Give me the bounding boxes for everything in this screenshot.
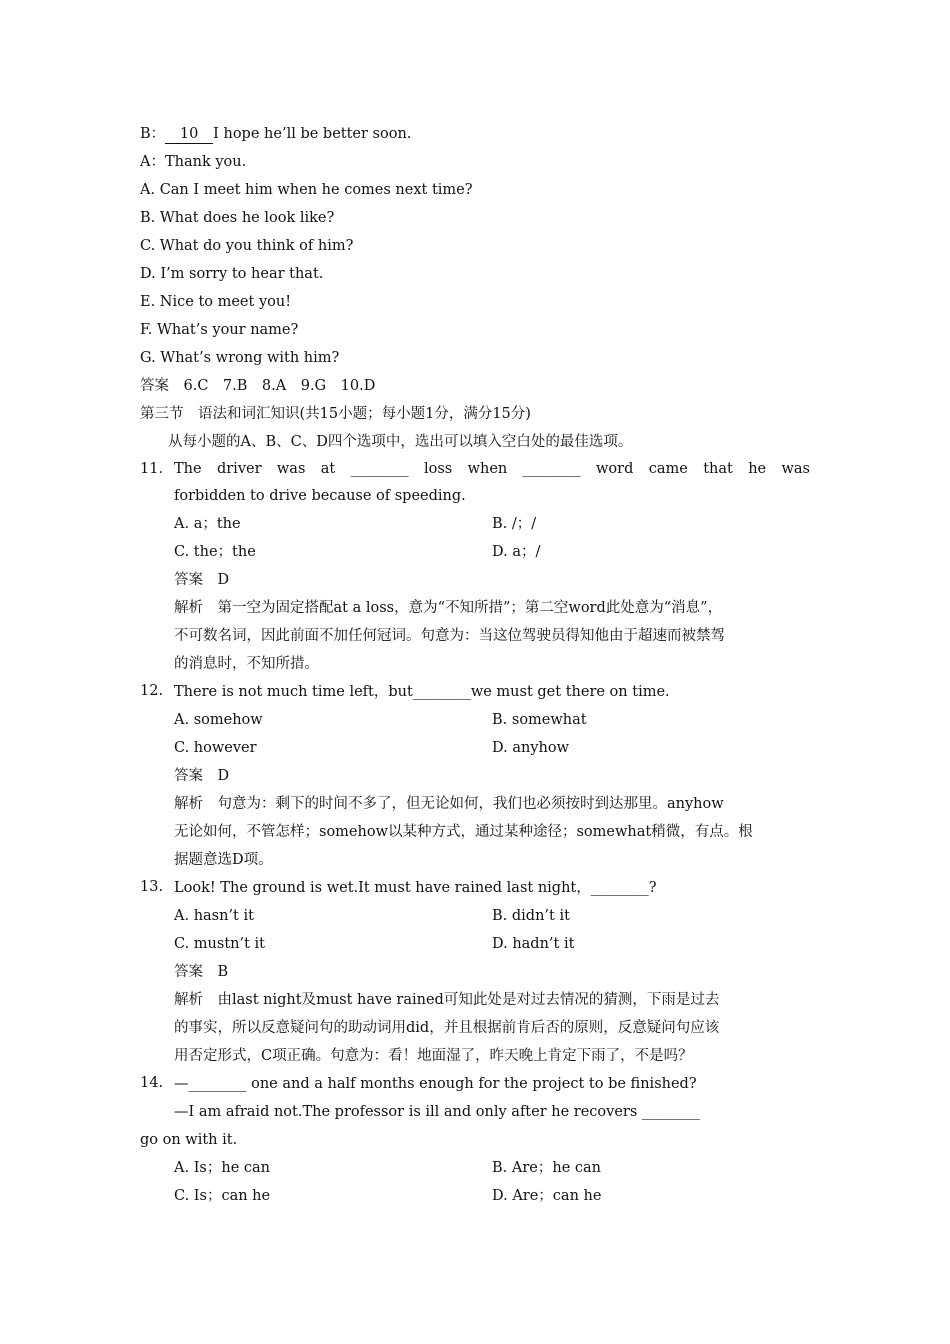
section-instruction: 从每小题的A、B、C、D四个选项中，选出可以填入空白处的最佳选项。 [168, 434, 633, 450]
q13-stem [140, 874, 810, 902]
q12-stem [140, 678, 810, 706]
dialogue-b-text: I hope he’ll be better soon. [213, 126, 412, 142]
q12-options-row2 [140, 734, 810, 762]
q12-option-a: A. somehow [174, 712, 263, 728]
q14-stem-text: —________ one and a half months enough for the project to be finished? [174, 1076, 697, 1092]
q13-analysis-line3: 用否定形式，C项正确。句意为：看！地面湿了，昨天晚上肯定下雨了，不是吗？ [174, 1048, 693, 1064]
q13-options-row1 [140, 902, 810, 930]
q11-answer: 答案 D [174, 572, 230, 588]
dialogue-b-line [140, 120, 810, 148]
option-c: C. What do you think of him? [140, 238, 354, 254]
q14-stem [140, 1070, 810, 1098]
q14-option-a: A. Is；he can [174, 1160, 270, 1176]
q12-analysis-line2: 无论如何，不管怎样；somehow以某种方式，通过某种途径；somewhat稍微，有点。根 [174, 824, 753, 840]
q13-option-d: D. hadn’t it [492, 936, 575, 952]
option-d: D. I’m sorry to hear that. [140, 266, 324, 282]
q11-number: 11． [140, 461, 173, 477]
q11-stem-line1: The driver was at ________ loss when ________ word came that he was [174, 461, 810, 477]
option-a: A. Can I meet him when he comes next time? [140, 182, 473, 198]
q11-option-a: A. a；the [174, 516, 241, 532]
q11-analysis-line3: 的消息时，不知所措。 [174, 656, 319, 672]
q11-option-b: B. /；/ [492, 516, 537, 532]
q11-option-c: C. the；the [174, 544, 256, 560]
q12-option-d: D. anyhow [492, 740, 569, 756]
q13-option-c: C. mustn’t it [174, 936, 266, 952]
option-f: F. What’s your name? [140, 322, 299, 338]
q12-answer: 答案 D [174, 768, 230, 784]
document-page [140, 120, 810, 1210]
blank-10: 10 [165, 125, 213, 144]
q14-reply-line1: —I am afraid not.The professor is ill and only after he recovers ________ [174, 1104, 700, 1120]
q13-analysis-line1: 解析 由last night及must have rained可知此处是对过去情况的猜测，下雨是过去 [174, 992, 720, 1008]
option-b: B. What does he look like? [140, 210, 335, 226]
q11-analysis-line1: 解析 第一空为固定搭配at a loss，意为“不知所措”；第二空word此处意为“消息”， [174, 600, 723, 616]
q11-options-row2 [140, 538, 810, 566]
q14-option-c: C. Is；can he [174, 1188, 271, 1204]
dialogue-a-line: A：Thank you. [140, 154, 247, 170]
q12-analysis-line1: 解析 句意为：剩下的时间不多了，但无论如何，我们也必须按时到达那里。anyhow [174, 796, 724, 812]
q11-option-d: D. a；/ [492, 544, 541, 560]
q11-analysis-line2: 不可数名词，因此前面不加任何冠词。句意为：当这位驾驶员得知他由于超速而被禁驾 [174, 628, 725, 644]
q12-stem-text: There is not much time left，but________we must get there on time. [174, 684, 670, 700]
q12-number: 12. [140, 683, 164, 699]
q14-number: 14. [140, 1075, 164, 1091]
q11-stem [140, 456, 810, 482]
option-g: G. What’s wrong with him? [140, 350, 340, 366]
q14-options-row2 [140, 1182, 810, 1210]
answer-summary: 答案 6.C 7.B 8.A 9.G 10.D [140, 378, 376, 394]
q11-options-row1 [140, 510, 810, 538]
q13-options-row2 [140, 930, 810, 958]
q12-analysis-line3: 据题意选D项。 [174, 852, 273, 868]
q11-stem-line2: forbidden to drive because of speeding. [174, 488, 466, 504]
q13-option-a: A. hasn’t it [174, 908, 254, 924]
q12-option-b: B. somewhat [492, 712, 587, 728]
q12-option-c: C. however [174, 740, 257, 756]
q12-options-row1 [140, 706, 810, 734]
q13-option-b: B. didn’t it [492, 908, 570, 924]
q14-reply-line2: go on with it. [140, 1132, 238, 1148]
option-e: E. Nice to meet you! [140, 294, 292, 310]
speaker-b: B： [140, 126, 166, 142]
q13-number: 13. [140, 879, 164, 895]
q14-options-row1 [140, 1154, 810, 1182]
q13-analysis-line2: 的事实，所以反意疑问句的助动词用did，并且根据前肯后否的原则，反意疑问句应该 [174, 1020, 720, 1036]
q13-stem-text: Look! The ground is wet.It must have rained last night，________? [174, 880, 657, 896]
q14-option-d: D. Are；can he [492, 1188, 602, 1204]
q13-answer: 答案 B [174, 964, 229, 980]
q14-option-b: B. Are；he can [492, 1160, 601, 1176]
section-title: 第三节 语法和词汇知识(共15小题；每小题1分，满分15分) [140, 406, 531, 422]
